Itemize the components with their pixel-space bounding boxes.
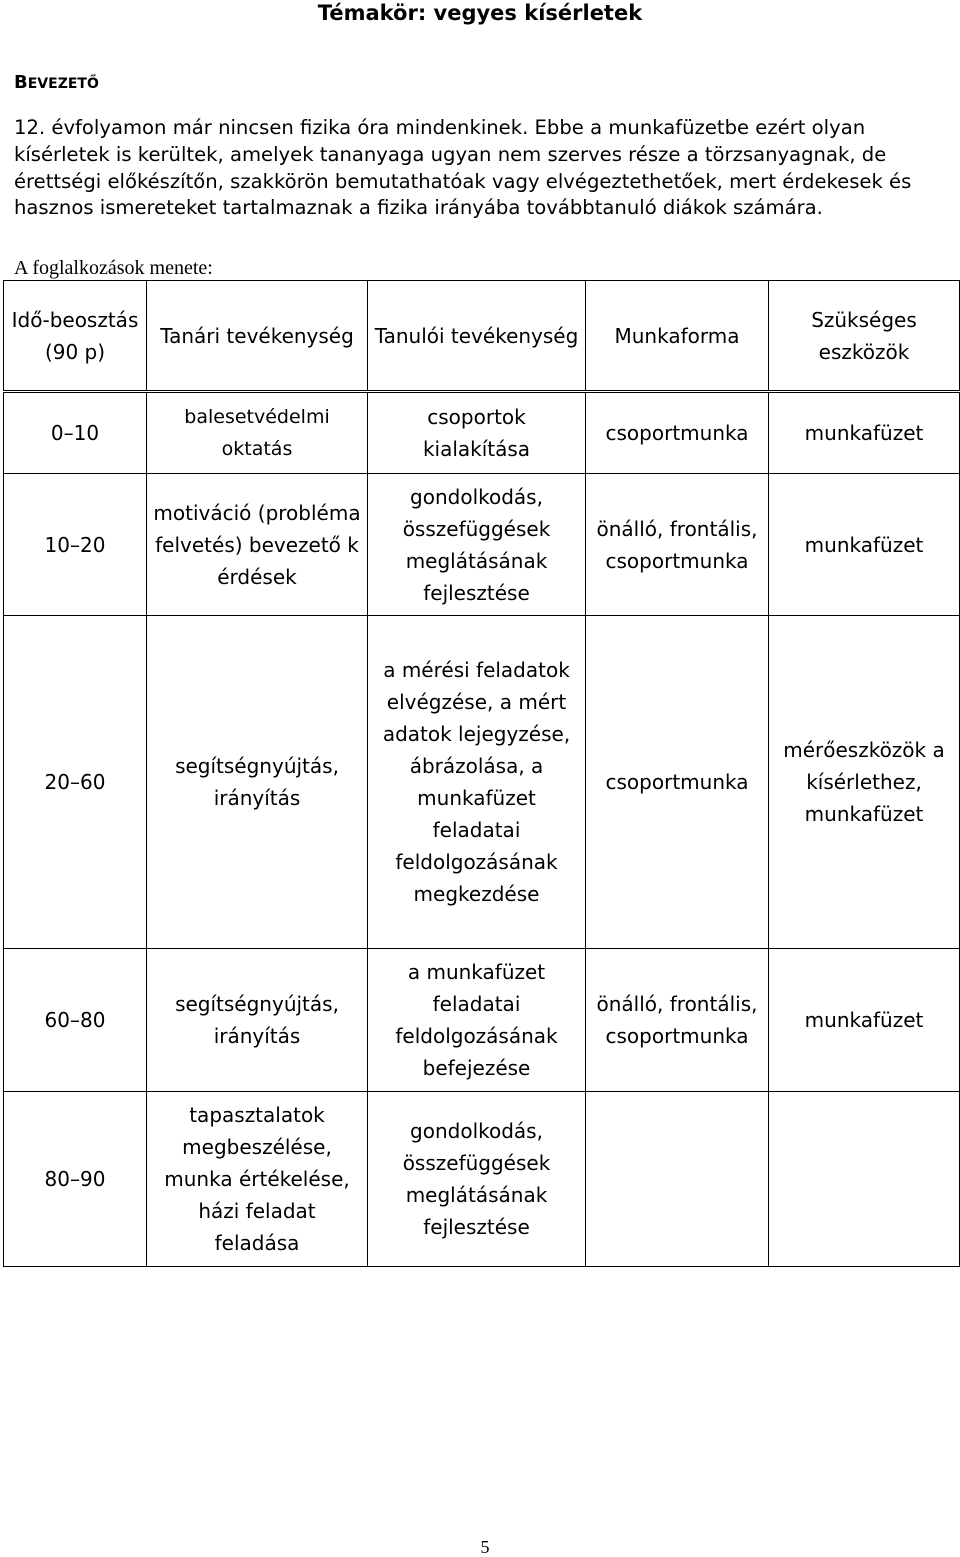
cell-work-form: önálló, frontális, csoportmunka bbox=[586, 474, 769, 616]
header-teacher-activity: Tanári tevékenység bbox=[147, 281, 368, 392]
cell-student-activity: a munkafüzet feladatai feldolgozásának befejezése bbox=[368, 949, 586, 1092]
cell-tools: munkafüzet bbox=[769, 474, 960, 616]
cell-tools: munkafüzet bbox=[769, 392, 960, 474]
section-heading-rest: EVEZETŐ bbox=[27, 76, 99, 92]
cell-time: 60–80 bbox=[4, 949, 147, 1092]
cell-work-form: önálló, frontális, csoportmunka bbox=[586, 949, 769, 1092]
cell-time: 20–60 bbox=[4, 616, 147, 949]
cell-work-form: csoportmunka bbox=[586, 392, 769, 474]
table-row bbox=[4, 392, 960, 474]
cell-teacher-activity: segítségnyújtás, irányítás bbox=[147, 949, 368, 1092]
cell-time: 80–90 bbox=[4, 1092, 147, 1267]
cell-work-form: csoportmunka bbox=[586, 616, 769, 949]
table-row bbox=[4, 1092, 960, 1267]
section-heading bbox=[14, 71, 99, 96]
schedule-label: A foglalkozások menete: bbox=[14, 257, 213, 279]
header-tools: Szükséges eszközök bbox=[769, 281, 960, 392]
cell-student-activity: csoportok kialakítása bbox=[368, 392, 586, 474]
table-header-row bbox=[4, 281, 960, 392]
header-work-form: Munkaforma bbox=[586, 281, 769, 392]
cell-student-activity: a mérési feladatok elvégzése, a mért adatok lejegyzése, ábrázolása, a munkafüzet feladatai feldolgozásának megkezdése bbox=[368, 616, 586, 949]
cell-tools: munkafüzet bbox=[769, 949, 960, 1092]
cell-tools bbox=[769, 1092, 960, 1267]
schedule-table bbox=[3, 280, 960, 1267]
table-row bbox=[4, 474, 960, 616]
cell-teacher-activity: tapasztalatok megbeszélése, munka értékelése, házi feladat feladása bbox=[147, 1092, 368, 1267]
table-row bbox=[4, 616, 960, 949]
header-time: Idő-beosztás (90 p) bbox=[4, 281, 147, 392]
page-title: Témakör: vegyes kísérletek bbox=[317, 1, 643, 25]
intro-paragraph: 12. évfolyamon már nincsen fizika óra mindenkinek. Ebbe a munkafüzetbe ezért olyan kísérletek is kerültek, amelyek tananyaga ugyan nem szerves része a törzsanyagnak, de érettségi előkészítőn, szakkörön bemutathatóak vagy elvégeztethetőek, mert érdekesek és hasznos ismereteket tartalmaznak a fizika irányába továbbtanuló diákok számára. bbox=[14, 116, 912, 220]
cell-tools: mérőeszközök a kísérlethez, munkafüzet bbox=[769, 616, 960, 949]
header-student-activity: Tanulói tevékenység bbox=[368, 281, 586, 392]
cell-teacher-activity: motiváció (problémafelvetés) bevezető kérdések bbox=[147, 474, 368, 616]
page-number: 5 bbox=[480, 1537, 490, 1557]
cell-time: 0–10 bbox=[4, 392, 147, 474]
cell-student-activity: gondolkodás, összefüggések meglátásának fejlesztése bbox=[368, 1092, 586, 1267]
cell-teacher-activity: balesetvédelmi oktatás bbox=[147, 392, 368, 474]
table-row bbox=[4, 949, 960, 1092]
section-heading-initial: B bbox=[14, 72, 28, 93]
cell-time: 10–20 bbox=[4, 474, 147, 616]
cell-student-activity: gondolkodás, összefüggések meglátásának fejlesztése bbox=[368, 474, 586, 616]
cell-work-form bbox=[586, 1092, 769, 1267]
cell-teacher-activity: segítségnyújtás, irányítás bbox=[147, 616, 368, 949]
